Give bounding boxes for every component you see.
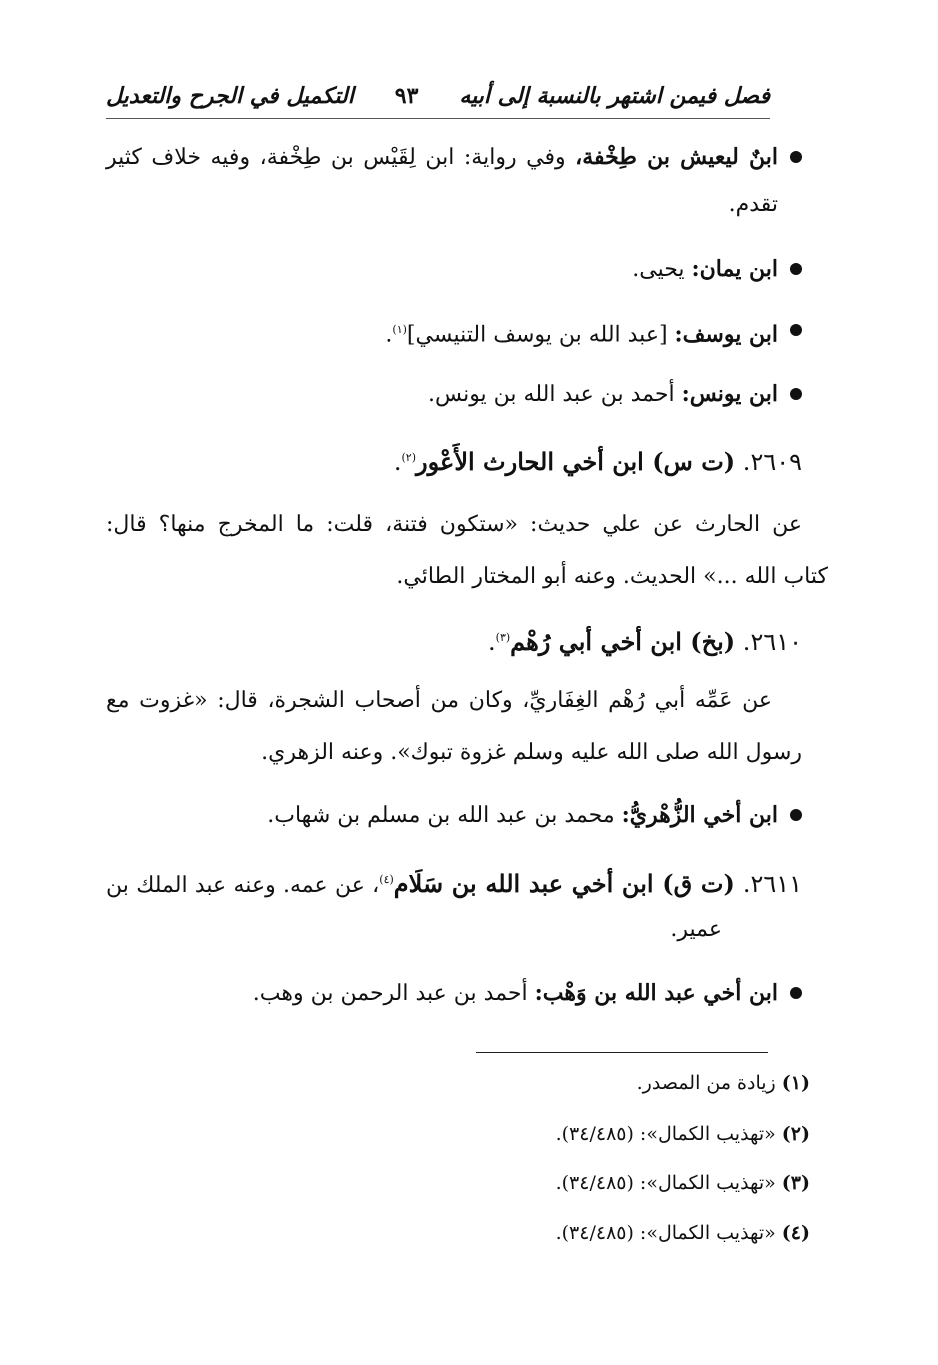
- record-number: ٢٦١٠.: [742, 628, 802, 656]
- record-number: ٢٦١١.: [742, 870, 803, 898]
- entry-name: ابن أخي الزُّهْريُّ:: [621, 802, 778, 828]
- entry-name: ابن يوسف:: [674, 321, 778, 348]
- entry-ibn-yusuf: [385, 306, 778, 359]
- bullet-icon: [790, 388, 802, 400]
- header-page-number: ٩٣: [394, 83, 419, 109]
- record-2610-body-line1: [106, 676, 772, 725]
- footnote-4: [556, 1222, 810, 1244]
- entry-text-continued: تقدم.: [728, 192, 778, 217]
- entry-name: ابن أخي عبد الله بن وَهْب:: [534, 980, 778, 1006]
- entry-ibn-yaish-line2: [729, 181, 778, 229]
- record-body-continued: رسول الله صلى الله عليه وسلم غزوة تبوك». وعنه الزهري.: [261, 740, 802, 765]
- record-2610-heading: [488, 614, 802, 666]
- record-body-continued: عمير.: [670, 917, 722, 942]
- footnote-separator: [476, 1052, 768, 1053]
- record-2611-heading: [106, 856, 802, 910]
- entry-ibn-yaish: [106, 133, 778, 182]
- record-title: (ت س) ابن أخي الحارث الأَعْور: [416, 447, 736, 476]
- footnote-text: زيادة من المصدر.: [636, 1072, 776, 1094]
- record-2609-body-line2: [106, 552, 828, 601]
- entry-text: يحيى.: [632, 257, 692, 282]
- header-rule: [106, 118, 770, 119]
- bullet-icon: [790, 987, 802, 999]
- footnote-marker: (٢): [781, 1123, 810, 1145]
- entry-ibn-akhi-wahb: [253, 969, 778, 1018]
- footnote-marker: (٣): [781, 1172, 810, 1194]
- record-body: عن الحارث عن علي حديث: «ستكون فتنة، قلت: ما المخرج منها؟ قال:: [106, 512, 802, 537]
- header-book-title: التكميل في الجرح والتعديل: [106, 83, 354, 109]
- record-2609-heading: [394, 434, 802, 486]
- record-punct: .: [393, 448, 402, 476]
- footnote-ref: (٣): [495, 631, 511, 644]
- entry-name: ابن يمان:: [691, 256, 778, 282]
- entry-text: [عبد الله بن يوسف التنيسي]: [406, 322, 675, 348]
- record-2610-body-line2: [106, 728, 802, 777]
- footnote-ref: (٢): [401, 451, 417, 464]
- footnote-ref: (١): [392, 323, 407, 336]
- entry-name: ابنٌ ليعيش بن طِخْفة،: [575, 144, 778, 170]
- footnote-marker: (٤): [781, 1222, 810, 1244]
- record-2611-body-line2: [670, 906, 722, 954]
- footnote-ref: (٤): [379, 873, 394, 886]
- entry-ibn-akhi-zuhri: [267, 791, 778, 840]
- footnote-text: «تهذيب الكمال»: (٣٤/٤٨٥).: [555, 1123, 776, 1145]
- footnote-text: «تهذيب الكمال»: (٣٤/٤٨٥).: [555, 1172, 776, 1194]
- record-body: عن عَمِّه أبي رُهْم الغِفَاريِّ، وكان من أصحاب الشجرة، قال: «غزوت مع: [106, 688, 772, 713]
- entry-text: وفي رواية: ابن لِقَيْس بن طِخْفة، وفيه خلاف كثير: [106, 145, 576, 170]
- footnote-text: «تهذيب الكمال»: (٣٤/٤٨٥).: [555, 1222, 776, 1244]
- entry-ibn-yaman: [632, 245, 778, 294]
- bullet-icon: [790, 809, 802, 821]
- record-punct: .: [488, 628, 496, 656]
- footnote-3: [556, 1172, 810, 1194]
- entry-text: أحمد بن عبد الرحمن بن وهب.: [252, 981, 535, 1006]
- running-header: [106, 76, 770, 116]
- bullet-icon: [790, 263, 802, 275]
- header-section-title: فصل فيمن اشتهر بالنسبة إلى أبيه: [459, 83, 770, 109]
- record-number: ٢٦٠٩.: [742, 448, 802, 476]
- entry-ibn-yunus: [428, 370, 778, 419]
- bullet-icon: [790, 151, 802, 163]
- record-title: (ت ق) ابن أخي عبد الله بن سَلَام: [393, 869, 735, 898]
- footnote-marker: (١): [781, 1072, 810, 1094]
- bullet-icon: [790, 324, 802, 336]
- record-title: (بخ) ابن أخي أبي رُهْم: [510, 627, 736, 656]
- record-2609-body-line1: [106, 500, 802, 549]
- entry-text: محمد بن عبد الله بن مسلم بن شهاب.: [267, 803, 622, 828]
- entry-text: أحمد بن عبد الله بن يونس.: [428, 382, 682, 407]
- record-body: ، عن عمه. وعنه عبد الملك بن: [106, 873, 380, 898]
- entry-punct: .: [385, 322, 393, 348]
- footnote-2: [556, 1123, 810, 1145]
- entry-name: ابن يونس:: [681, 381, 778, 407]
- footnote-1: [637, 1072, 810, 1094]
- record-body-continued: كتاب الله ...» الحديث. وعنه أبو المختار الطائي.: [396, 564, 828, 589]
